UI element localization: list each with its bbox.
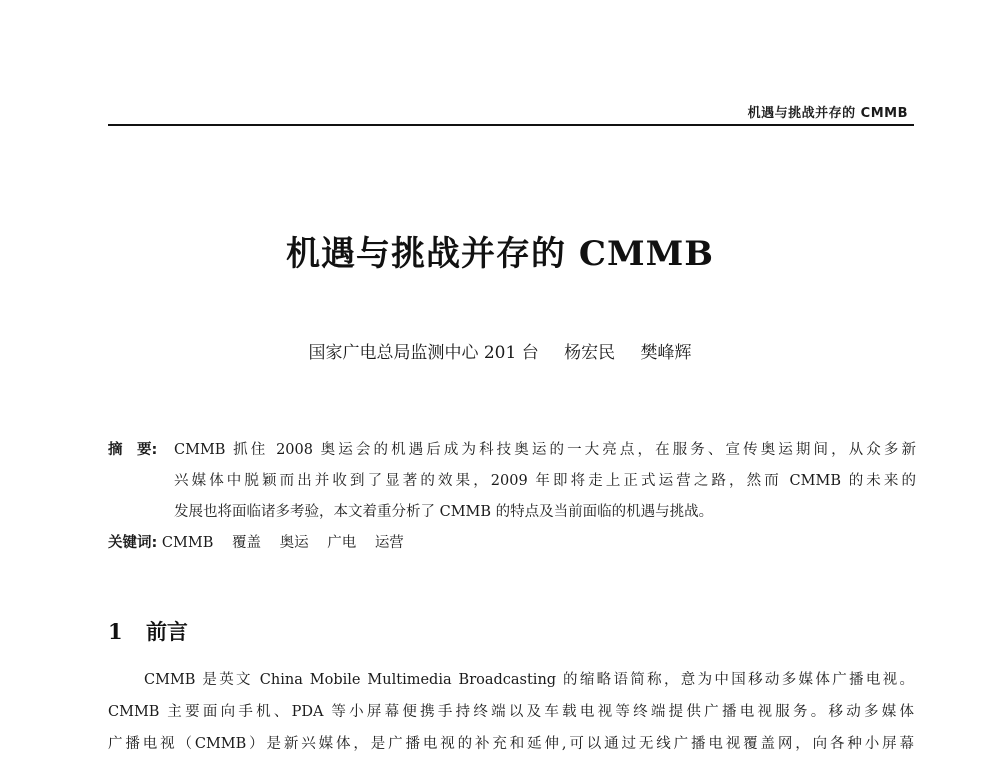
- abstract-line: [108, 466, 916, 497]
- keyword: 运营: [374, 535, 404, 551]
- paper-title: 机遇与挑战并存的 CMMB: [286, 234, 714, 274]
- keyword: 广电: [327, 535, 357, 551]
- section-number: 1: [108, 619, 123, 644]
- author-name: 杨宏民: [564, 343, 616, 363]
- abstract-text: CMMB 抓住 2008 奥运会的机遇后成为科技奥运的一大亮点，在服务、宣传奥运期间，从众多新: [174, 442, 916, 458]
- section-body: [108, 664, 914, 760]
- abstract-line: [108, 497, 916, 528]
- abstract-line: [108, 435, 916, 466]
- author-line: [0, 338, 1000, 363]
- keyword: 覆盖: [231, 535, 261, 551]
- keyword: CMMB: [161, 535, 214, 551]
- abstract: [108, 435, 916, 528]
- running-head: 机遇与挑战并存的 CMMB: [747, 106, 908, 121]
- header-rule: [108, 124, 914, 126]
- body-line: 广播电视（CMMB）是新兴媒体，是广播电视的补充和延伸,可以通过无线广播电视覆盖网，向各种小屏幕: [108, 736, 914, 752]
- keywords: [108, 528, 418, 559]
- affiliation: 国家广电总局监测中心 201 台: [308, 343, 539, 363]
- abstract-label: 摘 要:: [108, 442, 158, 458]
- keywords-label: 关键词:: [108, 535, 158, 551]
- keyword: 奥运: [279, 535, 309, 551]
- author-name: 樊峰辉: [640, 343, 692, 363]
- section-heading: [108, 616, 188, 646]
- abstract-text: 发展也将面临诸多考验，本文着重分析了 CMMB 的特点及当前面临的机遇与挑战。: [174, 504, 714, 520]
- body-line: CMMB 是英文 China Mobile Multimedia Broadcasting 的缩略语简称，意为中国移动多媒体广播电视。: [144, 672, 914, 688]
- section-title: 前言: [145, 619, 188, 644]
- abstract-text: 兴媒体中脱颖而出并收到了显著的效果，2009 年即将走上正式运营之路，然而 CMMB 的未来的: [174, 473, 916, 489]
- body-line: CMMB 主要面向手机、PDA 等小屏幕便携手持终端以及车载电视等终端提供广播电视服务。移动多媒体: [108, 704, 914, 720]
